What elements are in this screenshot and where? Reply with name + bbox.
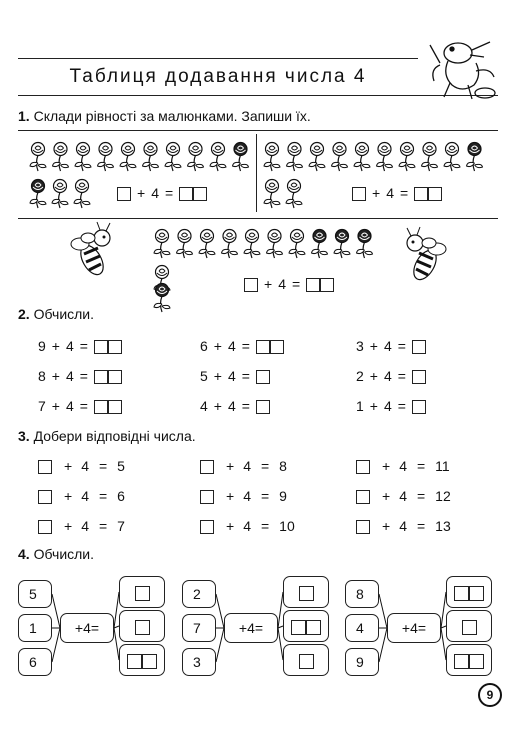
- answer-box[interactable]: [291, 620, 306, 635]
- task4-number: 4.: [18, 546, 30, 562]
- connector-line: [216, 628, 224, 662]
- task3-equation: + 4 = 9: [200, 488, 287, 504]
- answer-box[interactable]: [127, 654, 142, 669]
- addend-b: 4: [65, 368, 74, 384]
- result-value: 6: [117, 488, 125, 504]
- connector-line: [52, 594, 60, 628]
- task3-equation: + 4 = 12: [356, 488, 451, 504]
- addend-b: 4: [383, 338, 392, 354]
- output-answer-box: [119, 576, 165, 608]
- addend-b: 4: [383, 398, 392, 414]
- answer-box[interactable]: [142, 654, 157, 669]
- task2-equation: 5 + 4 =: [200, 368, 270, 384]
- addend-b: 4: [227, 368, 236, 384]
- task3-equation: + 4 = 7: [38, 518, 125, 534]
- result-value: 8: [279, 458, 287, 474]
- input-number-box: 4: [345, 614, 379, 642]
- task3-text: Добери відповідні числа.: [33, 428, 196, 444]
- task3-equation: + 4 = 6: [38, 488, 125, 504]
- task2-equation: 9 + 4 =: [38, 338, 122, 354]
- addend-a: 5: [200, 368, 208, 384]
- input-number-box: 7: [182, 614, 216, 642]
- output-answer-box: [446, 576, 492, 608]
- input-number-box: 9: [345, 648, 379, 676]
- addend-a: 2: [356, 368, 364, 384]
- addend-a: 9: [38, 338, 46, 354]
- result-value: 13: [435, 518, 451, 534]
- task4-text: Обчисли.: [33, 546, 95, 562]
- output-answer-box: [283, 610, 329, 642]
- result-value: 12: [435, 488, 451, 504]
- task1-equation-left: + 4 =: [117, 185, 207, 201]
- output-answer-box: [446, 610, 492, 642]
- task3-equation: + 4 = 13: [356, 518, 451, 534]
- input-number-box: 1: [18, 614, 52, 642]
- page-number: 9: [478, 683, 502, 707]
- input-number-box: 5: [18, 580, 52, 608]
- addend-b: 4: [65, 338, 74, 354]
- addend-b: 4: [227, 338, 236, 354]
- output-answer-box: [283, 576, 329, 608]
- operator-box: +4=: [60, 613, 114, 643]
- task1-equation-bottom: + 4 =: [244, 276, 334, 292]
- answer-box[interactable]: [469, 586, 484, 601]
- connector-line: [52, 628, 60, 662]
- result-value: 9: [279, 488, 287, 504]
- addend-b: 4: [227, 398, 236, 414]
- answer-box[interactable]: [299, 586, 314, 601]
- output-answer-box: [119, 610, 165, 642]
- task2-equation: 8 + 4 =: [38, 368, 122, 384]
- task2-equation: 1 + 4 =: [356, 398, 426, 414]
- task3-equation: + 4 = 8: [200, 458, 287, 474]
- task2-equation: 3 + 4 =: [356, 338, 426, 354]
- task1-number: 1.: [18, 108, 30, 124]
- operator-box: +4=: [387, 613, 441, 643]
- task1-text: Склади рівності за малюнками. Запиши їх.: [33, 108, 311, 124]
- answer-box[interactable]: [469, 654, 484, 669]
- answer-box[interactable]: [454, 586, 469, 601]
- answer-box[interactable]: [306, 620, 321, 635]
- input-number-box: 6: [18, 648, 52, 676]
- addend-a: 8: [38, 368, 46, 384]
- task2-equation: 7 + 4 =: [38, 398, 122, 414]
- result-value: 5: [117, 458, 125, 474]
- addend-b: 4: [383, 368, 392, 384]
- task3-equation: + 4 = 5: [38, 458, 125, 474]
- addend-a: 1: [356, 398, 364, 414]
- addend-b: 4: [65, 398, 74, 414]
- addend-a: 3: [356, 338, 364, 354]
- output-answer-box: [283, 644, 329, 676]
- input-number-box: 3: [182, 648, 216, 676]
- answer-box[interactable]: [462, 620, 477, 635]
- input-number-box: 8: [345, 580, 379, 608]
- task2-equation: 6 + 4 =: [200, 338, 284, 354]
- addend-a: 7: [38, 398, 46, 414]
- answer-box[interactable]: [299, 654, 314, 669]
- task2-equation: 4 + 4 =: [200, 398, 270, 414]
- connector-line: [379, 594, 387, 628]
- output-answer-box: [119, 644, 165, 676]
- connector-line: [379, 628, 387, 662]
- answer-box[interactable]: [135, 586, 150, 601]
- addend-a: 4: [200, 398, 208, 414]
- task3-number: 3.: [18, 428, 30, 444]
- addend-a: 6: [200, 338, 208, 354]
- task3-equation: + 4 = 10: [200, 518, 295, 534]
- operator-box: +4=: [224, 613, 278, 643]
- connector-line: [216, 594, 224, 628]
- result-value: 10: [279, 518, 295, 534]
- task1-equation-right: + 4 =: [352, 185, 442, 201]
- page-title: Таблиця додавання числа 4: [69, 66, 367, 87]
- output-answer-box: [446, 644, 492, 676]
- task2-text: Обчисли.: [33, 306, 95, 322]
- input-number-box: 2: [182, 580, 216, 608]
- task2-equation: 2 + 4 =: [356, 368, 426, 384]
- task2-number: 2.: [18, 306, 30, 322]
- result-value: 11: [435, 458, 450, 474]
- result-value: 7: [117, 518, 125, 534]
- answer-box[interactable]: [135, 620, 150, 635]
- task3-equation: + 4 = 11: [356, 458, 450, 474]
- answer-box[interactable]: [454, 654, 469, 669]
